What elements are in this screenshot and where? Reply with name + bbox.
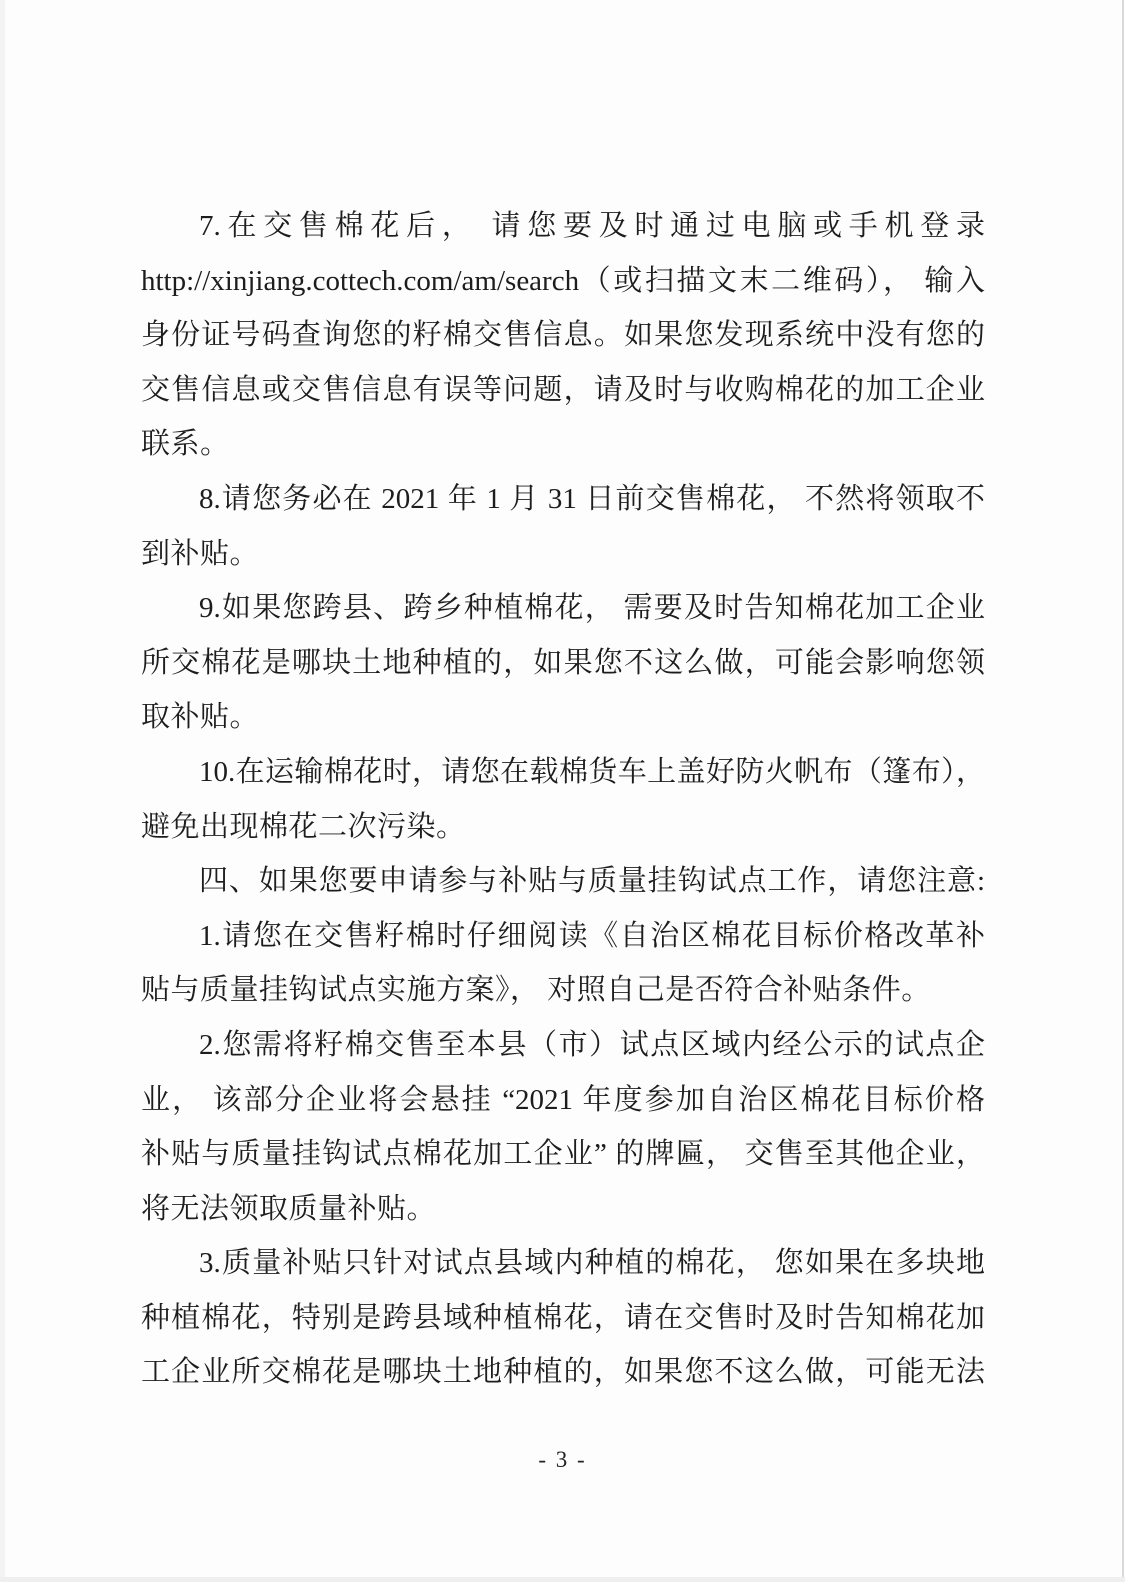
text-line: 工企业所交棉花是哪块土地种植的，如果您不这么做，可能无法 [141, 1356, 985, 1389]
text-line: 身份证号码查询您的籽棉交售信息。如果您发现系统中没有您的 [141, 319, 985, 352]
text-line: 到补贴。 [141, 537, 260, 570]
page-left-edge [0, 0, 5, 1582]
text-line: http://xinjiang.cottech.com/am/search（或扫描文末二维码）， 输入 [141, 264, 985, 297]
text-line: 9.如果您跨县、跨乡种植棉花， 需要及时告知棉花加工企业 [199, 592, 985, 625]
text-line: 8.请您务必在 2021 年 1 月 31 日前交售棉花， 不然将领取不 [199, 482, 985, 515]
text-line: 将无法领取质量补贴。 [141, 1192, 437, 1225]
text-line: 2.您需将籽棉交售至本县（市）试点区域内经公示的试点企 [199, 1028, 985, 1061]
page-bottom-edge [0, 1577, 1125, 1582]
text-line: 所交棉花是哪块土地种植的，如果您不这么做，可能会影响您领 [141, 646, 985, 679]
text-line: 种植棉花，特别是跨县域种植棉花，请在交售时及时告知棉花加 [141, 1301, 985, 1334]
text-line: 四、如果您要申请参与补贴与质量挂钩试点工作，请您注意: [199, 865, 985, 898]
text-line: 7.在交售棉花后， 请您要及时通过电脑或手机登录 [199, 210, 985, 242]
text-line: 业， 该部分企业将会悬挂 “2021 年度参加自治区棉花目标价格 [141, 1083, 985, 1116]
text-line: 补贴与质量挂钩试点棉花加工企业” 的牌匾， 交售至其他企业， [141, 1138, 985, 1171]
text-line: 贴与质量挂钩试点实施方案》， 对照自己是否符合补贴条件。 [141, 974, 931, 1007]
document-body [141, 199, 985, 1400]
text-line: 取补贴。 [141, 701, 260, 734]
text-line: 10.在运输棉花时，请您在载棉货车上盖好防火帆布（篷布）， [199, 755, 985, 788]
page-right-edge [1122, 0, 1124, 1582]
text-line: 交售信息或交售信息有误等问题，请及时与收购棉花的加工企业 [141, 373, 985, 406]
text-line: 避免出现棉花二次污染。 [141, 810, 466, 843]
text-line: 联系。 [141, 428, 230, 461]
text-line: 1.请您在交售籽棉时仔细阅读《自治区棉花目标价格改革补 [199, 919, 985, 952]
text-line: 3.质量补贴只针对试点县域内种植的棉花， 您如果在多块地 [199, 1247, 985, 1280]
page-number: - 3 - [538, 1447, 587, 1472]
